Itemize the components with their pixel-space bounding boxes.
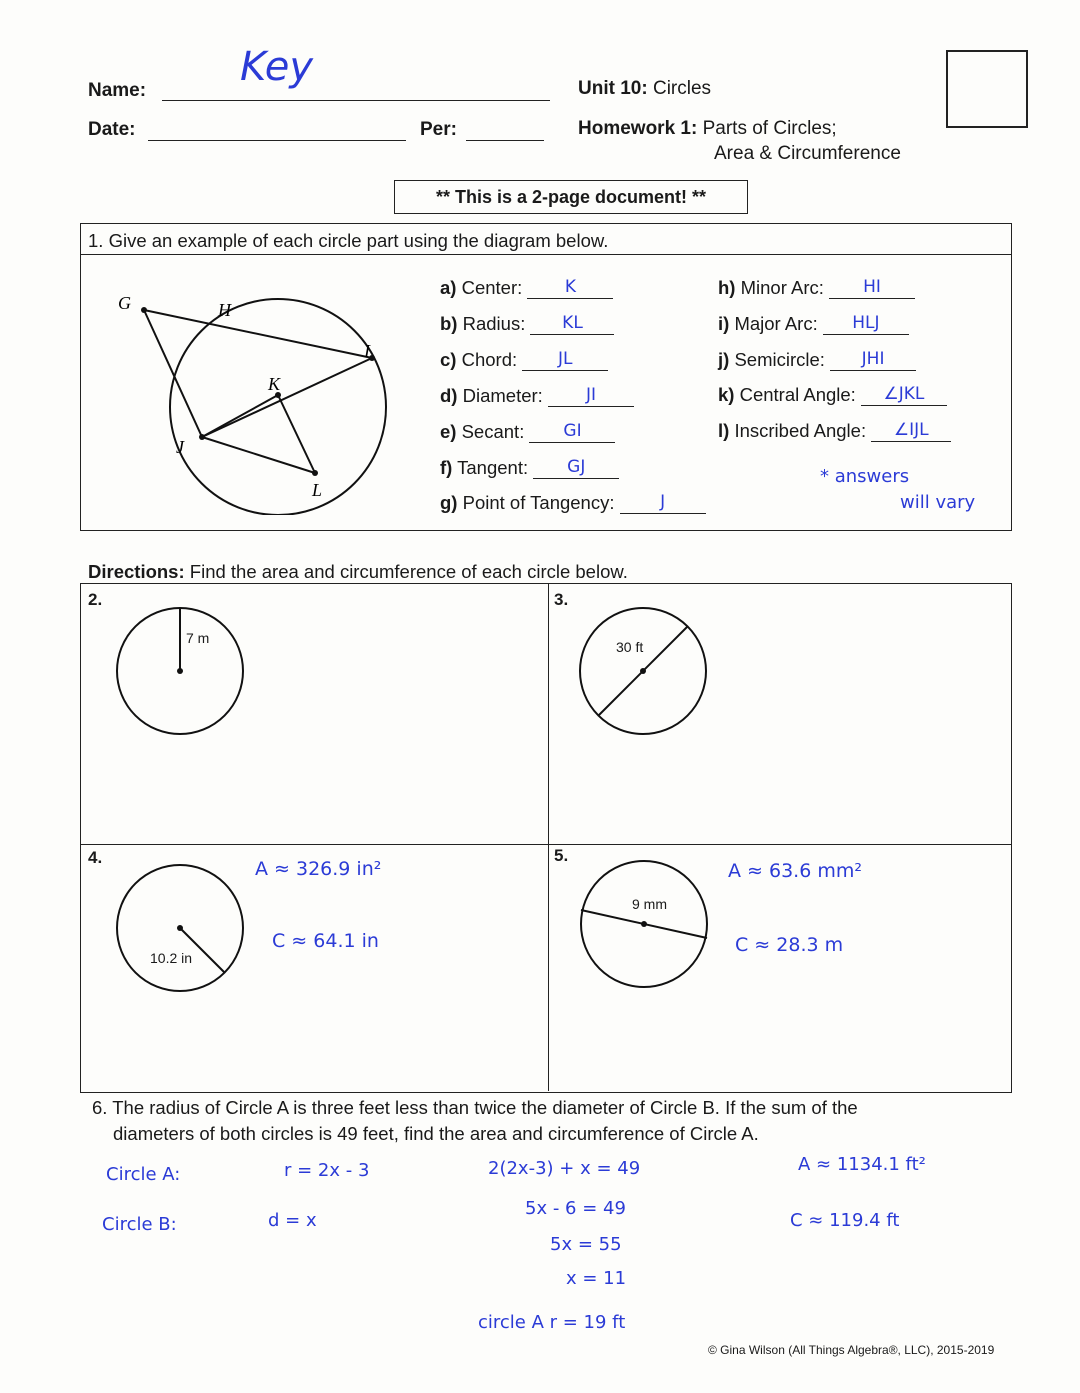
item-key: e) xyxy=(440,421,457,442)
problem-5-circle xyxy=(578,858,710,990)
work-eq-4: x = 11 xyxy=(566,1268,627,1289)
problem-3-circle xyxy=(577,605,709,737)
problem-2-measure: 7 m xyxy=(186,630,210,646)
grid-horizontal-divider xyxy=(80,844,1012,845)
name-field[interactable] xyxy=(162,78,550,101)
answer-blank[interactable] xyxy=(871,421,951,442)
item-label: Major Arc: xyxy=(734,313,818,334)
q1-prompt: 1. Give an example of each circle part using the diagram below. xyxy=(88,230,609,251)
item-key: j) xyxy=(718,349,730,370)
answer-blank[interactable] xyxy=(522,350,608,371)
answer-blank[interactable] xyxy=(529,422,615,443)
answer-blank[interactable] xyxy=(620,493,706,514)
problem-4-circumference: C ≈ 64.1 in xyxy=(272,930,379,952)
item-key: c) xyxy=(440,349,457,370)
tangent-gj xyxy=(144,310,202,437)
item-key: f) xyxy=(440,457,453,478)
point-g xyxy=(141,307,147,313)
answer-blank[interactable] xyxy=(530,314,614,335)
date-field[interactable] xyxy=(148,118,406,141)
work-eq-3: 5x = 55 xyxy=(550,1234,622,1255)
item-label: Semicircle: xyxy=(734,349,825,370)
point-j xyxy=(199,434,205,440)
problem-4-area: A ≈ 326.9 in² xyxy=(255,858,382,880)
answer-blank[interactable] xyxy=(830,350,916,371)
center-dot xyxy=(177,668,183,674)
answer-blank[interactable] xyxy=(861,385,947,406)
radius-kj xyxy=(202,395,278,437)
note-line-2: will vary xyxy=(900,492,976,513)
per-field[interactable] xyxy=(466,118,544,141)
circle-diagram xyxy=(100,285,400,515)
item-central-angle xyxy=(718,384,947,406)
problem-5-area: A ≈ 63.6 mm² xyxy=(728,860,862,882)
item-key: k) xyxy=(718,384,735,405)
q6-line-1: 6. The radius of Circle A is three feet less than twice the diameter of Circle B. If the sum of the xyxy=(92,1097,858,1118)
homework-title xyxy=(578,118,837,140)
grid-vertical-divider xyxy=(548,583,549,1091)
work-eq-2: 5x - 6 = 49 xyxy=(525,1198,626,1219)
answer-value: JI xyxy=(585,385,596,405)
item-label: Central Angle: xyxy=(739,384,856,405)
directions-text: Find the area and circumference of each circle below. xyxy=(189,561,628,582)
item-center xyxy=(440,277,613,299)
chord-jl xyxy=(202,437,315,473)
item-inscribed-angle xyxy=(718,420,951,442)
item-tangent xyxy=(440,457,619,479)
item-key: d) xyxy=(440,385,458,406)
item-label: Minor Arc: xyxy=(740,277,824,298)
answer-blank[interactable] xyxy=(829,278,915,299)
q6-line-2: diameters of both circles is 49 feet, find the area and circumference of Circle A. xyxy=(113,1123,759,1144)
work-eq-1: 2(2x-3) + x = 49 xyxy=(488,1158,641,1179)
diameter-ji xyxy=(202,358,372,437)
item-key: i) xyxy=(718,313,730,334)
answer-value: JL xyxy=(558,349,573,369)
label-h: H xyxy=(218,300,231,320)
per-label: Per: xyxy=(420,119,457,140)
problem-5-number: 5. xyxy=(554,846,569,865)
item-radius xyxy=(440,313,614,335)
item-label: Inscribed Angle: xyxy=(734,420,867,441)
item-label: Chord: xyxy=(461,349,518,370)
label-g: G xyxy=(118,293,131,313)
item-label: Point of Tangency: xyxy=(462,492,615,513)
problem-4-measure: 10.2 in xyxy=(150,950,193,966)
item-label: Tangent: xyxy=(457,457,529,478)
item-label: Center: xyxy=(461,277,523,298)
answer-value: ∠IJL xyxy=(893,420,929,440)
answer-value: J xyxy=(660,492,666,512)
score-box[interactable] xyxy=(946,50,1028,128)
problem-5-measure: 9 mm xyxy=(632,896,667,912)
work-r-eq: r = 2x - 3 xyxy=(284,1160,370,1181)
item-label: Secant: xyxy=(461,421,525,442)
radius-kl xyxy=(278,395,315,473)
work-circumference: C ≈ 119.4 ft xyxy=(790,1210,900,1231)
item-key: l) xyxy=(718,420,730,441)
answer-value: JHI xyxy=(861,349,885,369)
item-label: Diameter: xyxy=(462,385,543,406)
problem-2-number: 2. xyxy=(88,590,103,609)
item-key: g) xyxy=(440,492,458,513)
work-area: A ≈ 1134.1 ft² xyxy=(798,1154,926,1175)
work-circle-a: Circle A: xyxy=(106,1164,181,1185)
answer-blank[interactable] xyxy=(527,278,613,299)
problem-2-circle xyxy=(114,605,246,737)
unit-bold: Unit 10: xyxy=(578,78,648,99)
directions xyxy=(88,561,628,583)
answer-value: GI xyxy=(563,421,582,441)
note-line-1: * answers xyxy=(820,466,910,487)
answer-blank[interactable] xyxy=(823,314,909,335)
problem-4-circle xyxy=(114,862,246,994)
item-point-of-tangency xyxy=(440,492,706,514)
notice-text: ** This is a 2-page document! ** xyxy=(435,187,707,207)
answer-value: K xyxy=(564,277,576,297)
directions-bold: Directions: xyxy=(88,561,185,582)
label-j: J xyxy=(176,437,184,457)
item-diameter xyxy=(440,385,634,407)
center-dot xyxy=(641,921,647,927)
answer-value: KL xyxy=(562,313,583,333)
work-d-eq: d = x xyxy=(268,1210,317,1231)
item-semicircle xyxy=(718,349,916,371)
center-dot xyxy=(177,925,183,931)
problem-5-circumference: C ≈ 28.3 m xyxy=(735,934,844,956)
copyright-footer: © Gina Wilson (All Things Algebra®, LLC), 2015-2019 xyxy=(708,1343,995,1357)
answer-value: GJ xyxy=(567,457,586,477)
problem-4-number: 4. xyxy=(88,848,103,867)
label-i: I xyxy=(364,341,370,361)
name-value: Key xyxy=(240,44,314,90)
homework-text: Parts of Circles; xyxy=(702,118,837,139)
unit-title xyxy=(578,78,711,100)
date-label: Date: xyxy=(88,119,136,140)
unit-text: Circles xyxy=(652,78,712,99)
item-key: h) xyxy=(718,277,736,298)
item-secant xyxy=(440,421,615,443)
item-minor-arc xyxy=(718,277,915,299)
problem-3-measure: 30 ft xyxy=(616,639,644,655)
diagram-circle xyxy=(170,299,386,515)
answer-value: HLJ xyxy=(852,313,880,333)
item-key: b) xyxy=(440,313,458,334)
item-chord xyxy=(440,349,608,371)
center-dot xyxy=(640,668,646,674)
answer-value: ∠JKL xyxy=(883,384,925,404)
homework-text-2: Area & Circumference xyxy=(714,143,901,164)
problem-3-number: 3. xyxy=(554,590,569,609)
item-key: a) xyxy=(440,277,457,298)
item-major-arc xyxy=(718,313,909,335)
label-l: L xyxy=(312,480,323,500)
answer-blank[interactable] xyxy=(533,458,619,479)
notice-box xyxy=(394,180,748,214)
work-circle-b: Circle B: xyxy=(102,1214,177,1235)
item-label: Radius: xyxy=(462,313,526,334)
label-k: K xyxy=(268,374,281,394)
name-label: Name: xyxy=(88,80,147,101)
answer-blank[interactable] xyxy=(548,386,634,407)
answer-value: HI xyxy=(863,277,881,297)
work-eq-5: circle A r = 19 ft xyxy=(478,1312,626,1333)
homework-bold: Homework 1: xyxy=(578,118,698,139)
point-l xyxy=(312,470,318,476)
